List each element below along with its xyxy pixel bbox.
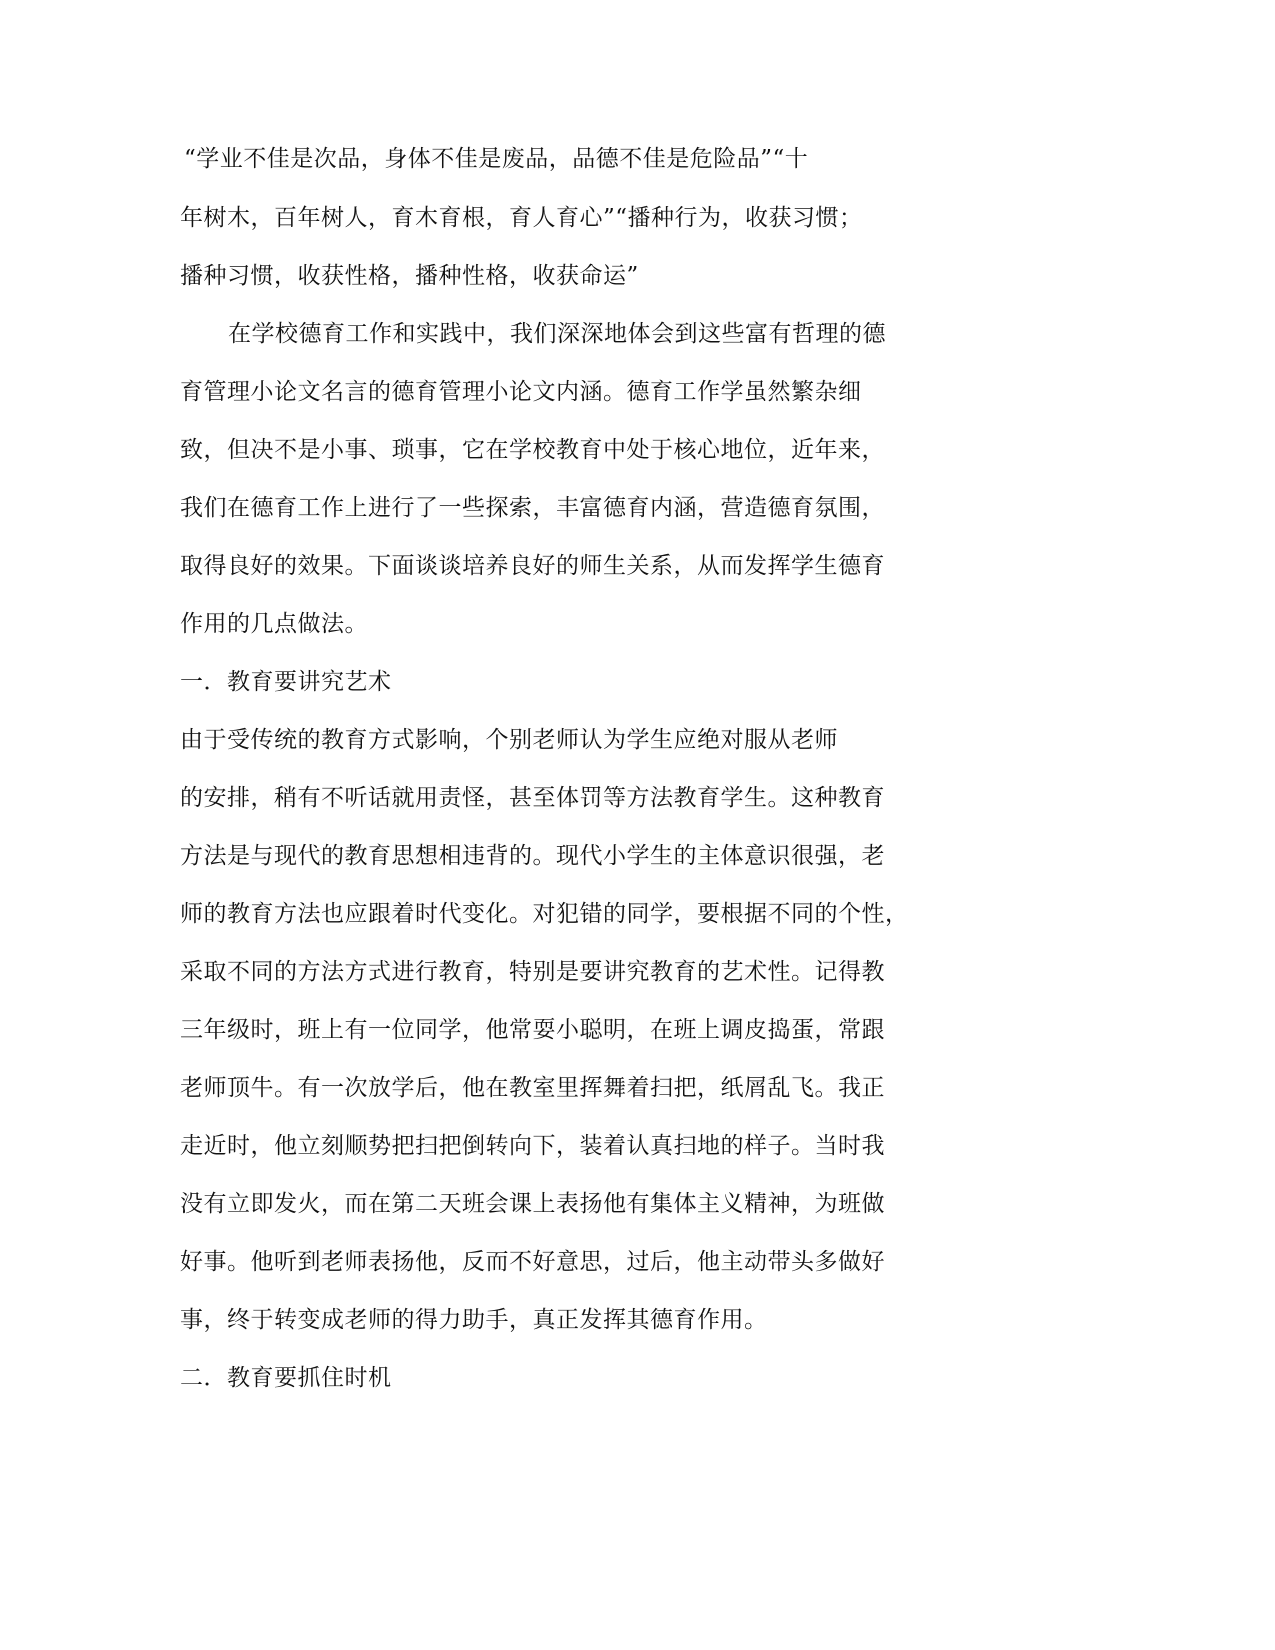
paragraph-line: 师的教育方法也应跟着时代变化。对犯错的同学，要根据不同的个性，	[180, 901, 909, 927]
paragraph-line: 由于受传统的教育方式影响，个别老师认为学生应绝对服从老师	[180, 727, 838, 753]
paragraph-line: 走近时，他立刻顺势把扫把倒转向下，装着认真扫地的样子。当时我	[180, 1133, 885, 1159]
paragraph-line: 采取不同的方法方式进行教育，特别是要讲究教育的艺术性。记得教	[180, 959, 885, 985]
paragraph-line: 三年级时，班上有一位同学，他常耍小聪明，在班上调皮捣蛋，常跟	[180, 1017, 885, 1043]
paragraph-line: 取得良好的效果。下面谈谈培养良好的师生关系，从而发挥学生德育	[180, 553, 885, 579]
quote-line: “学业不佳是次品，身体不佳是废品，品德不佳是危险品”“十	[184, 146, 809, 172]
paragraph-line: 的安排，稍有不听话就用责怪，甚至体罚等方法教育学生。这种教育	[180, 785, 885, 811]
paragraph-line: 在学校德育工作和实践中，我们深深地体会到这些富有哲理的德	[228, 321, 886, 347]
section-heading: 二．教育要抓住时机	[180, 1365, 392, 1391]
section-heading: 一．教育要讲究艺术	[180, 669, 392, 695]
quote-line: 年树木，百年树人，育木育根，育人育心”“播种行为，收获习惯；	[180, 205, 863, 231]
quote-line: 播种习惯，收获性格，播种性格，收获命运”	[180, 263, 639, 289]
paragraph-line: 我们在德育工作上进行了一些探索，丰富德育内涵，营造德育氛围，	[180, 495, 885, 521]
paragraph-line: 育管理小论文名言的德育管理小论文内涵。德育工作学虽然繁杂细	[180, 379, 862, 405]
paragraph-line: 致，但决不是小事、琐事，它在学校教育中处于核心地位，近年来，	[180, 437, 885, 463]
paragraph-line: 方法是与现代的教育思想相违背的。现代小学生的主体意识很强，老	[180, 843, 885, 869]
paragraph-line: 作用的几点做法。	[180, 611, 368, 637]
paragraph-line: 事，终于转变成老师的得力助手，真正发挥其德育作用。	[180, 1307, 768, 1333]
paragraph-line: 好事。他听到老师表扬他，反而不好意思，过后，他主动带头多做好	[180, 1249, 885, 1275]
paragraph-line: 没有立即发火，而在第二天班会课上表扬他有集体主义精神，为班做	[180, 1191, 885, 1217]
paragraph-line: 老师顶牛。有一次放学后，他在教室里挥舞着扫把，纸屑乱飞。我正	[180, 1075, 885, 1101]
